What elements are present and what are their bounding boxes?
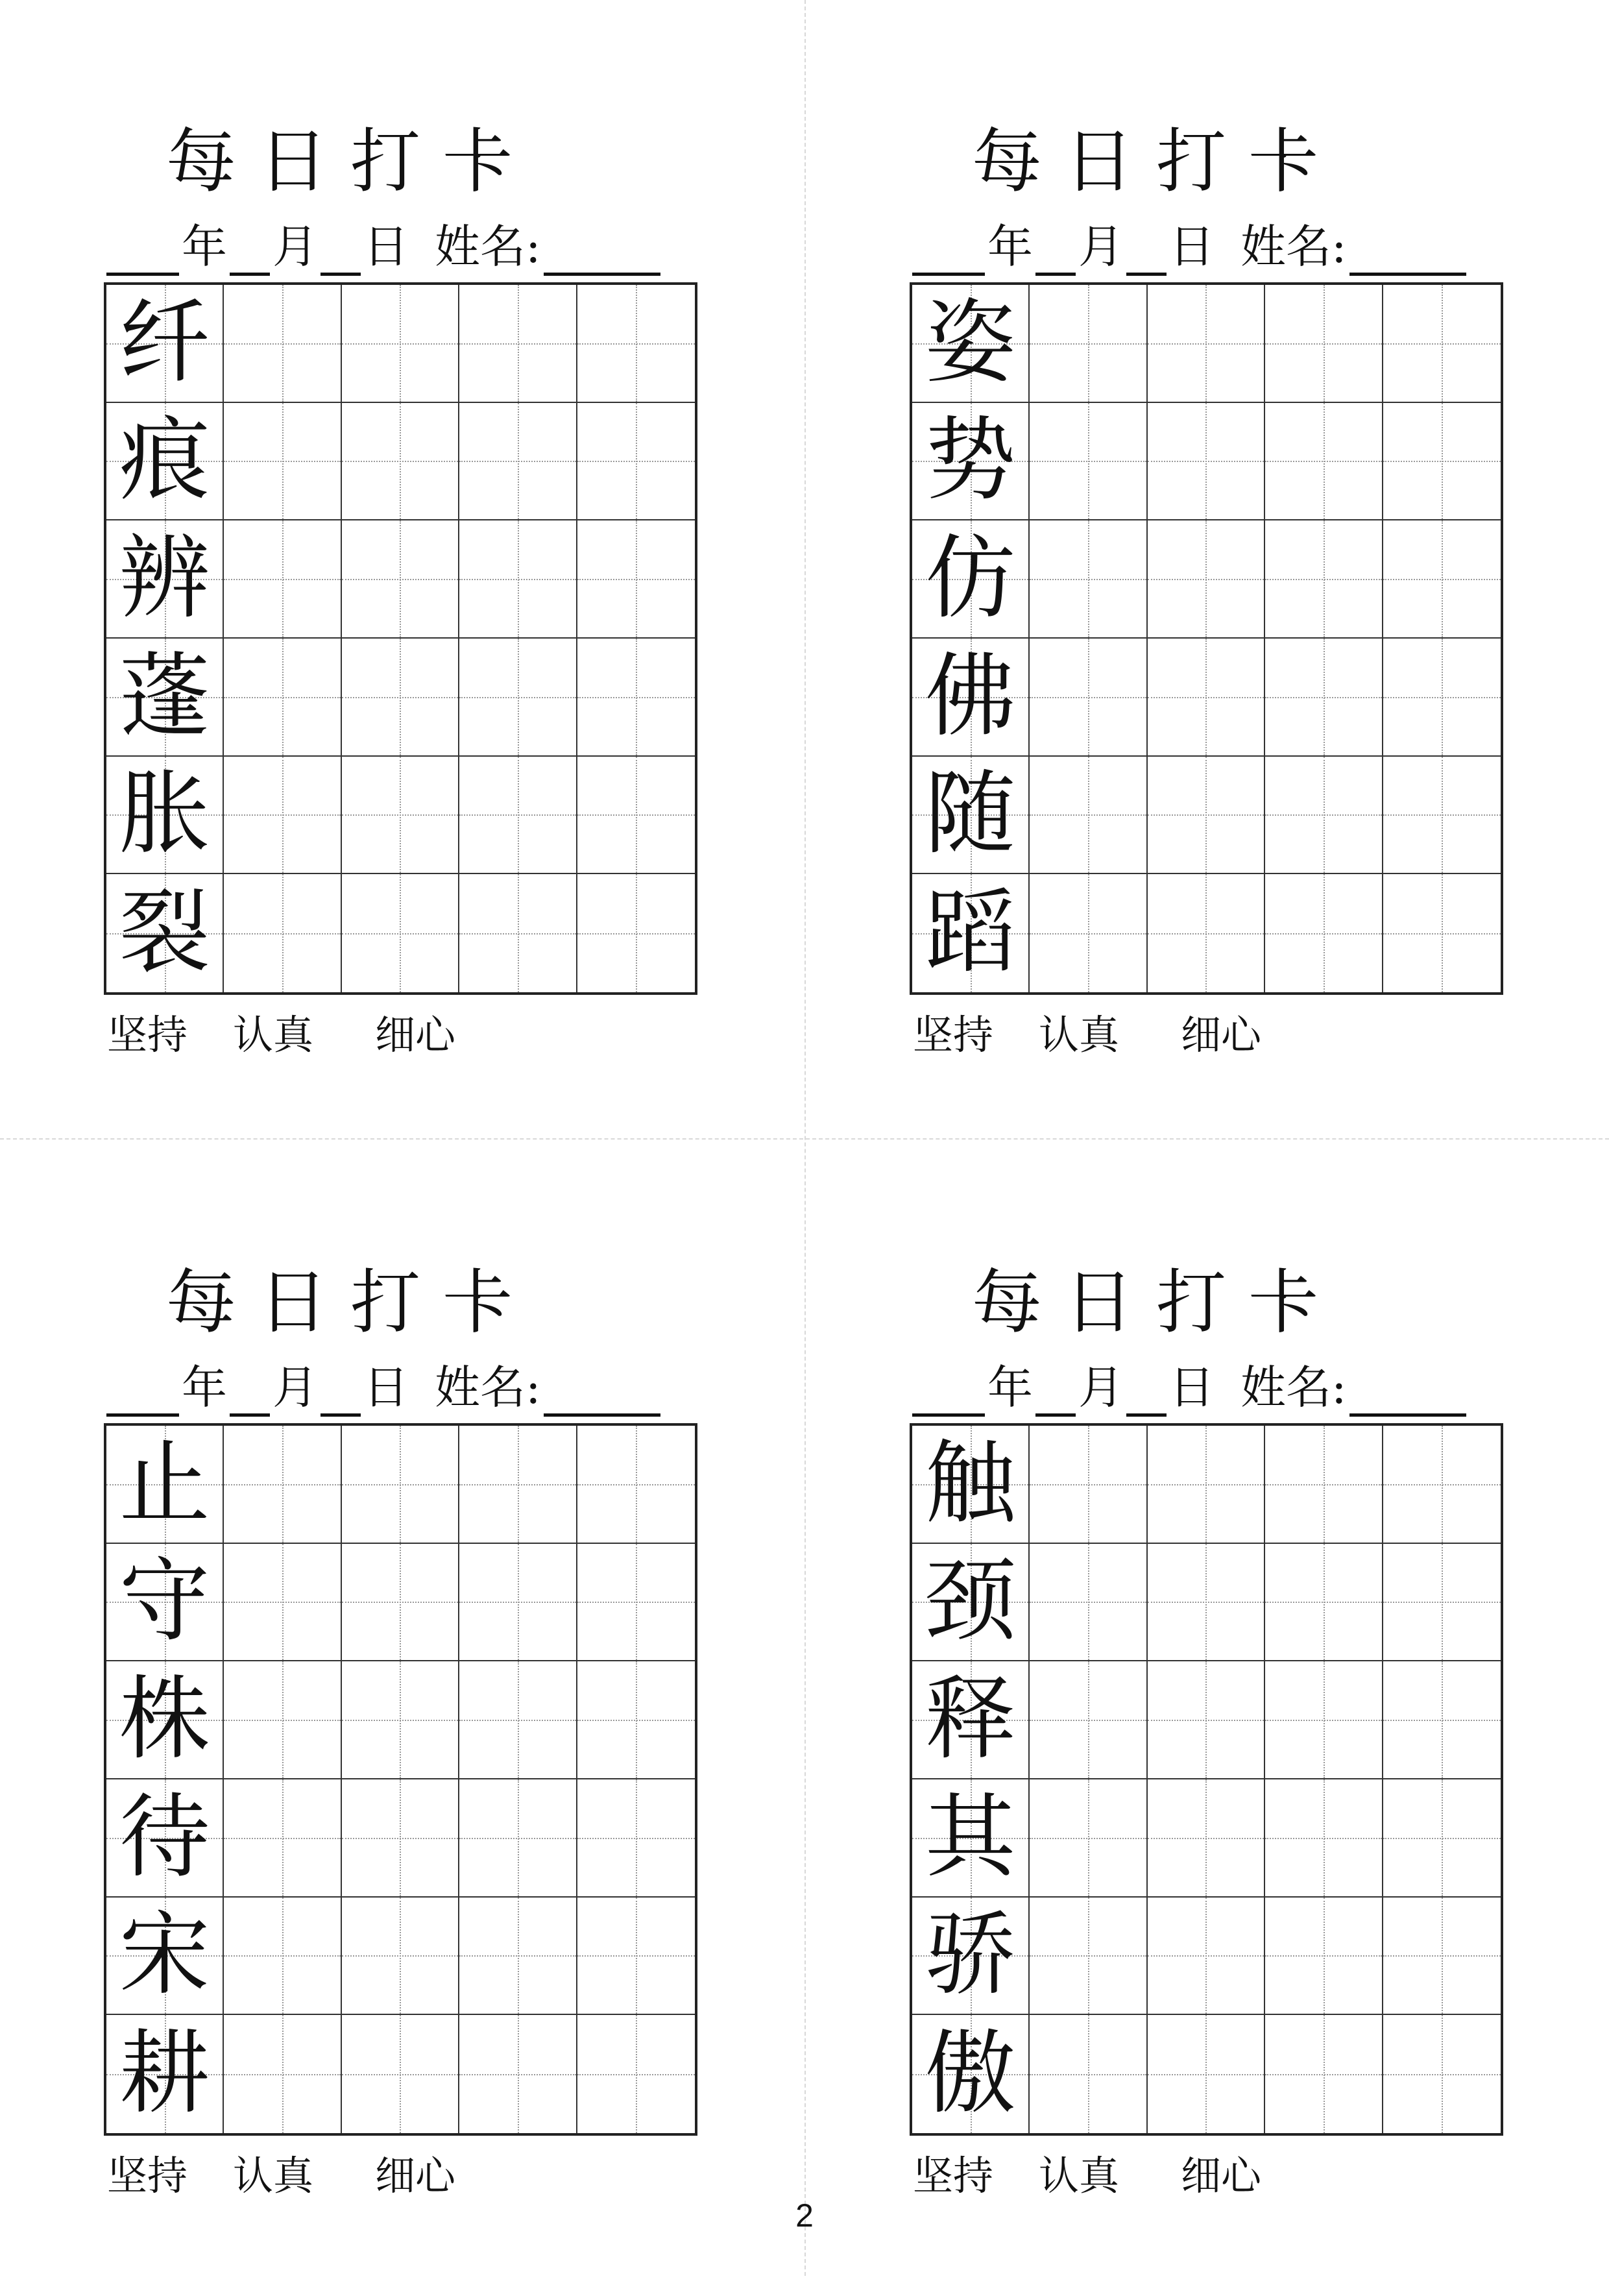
month-label: 月 [272, 220, 318, 273]
day-blank[interactable] [321, 227, 361, 276]
year-label: 年 [182, 1361, 227, 1414]
year-label: 年 [987, 220, 1033, 273]
model-char-cell [106, 2015, 224, 2133]
month-blank[interactable] [1035, 1368, 1076, 1417]
practice-cell[interactable] [1148, 520, 1265, 639]
model-char-cell [912, 520, 1030, 639]
model-char-cell [912, 1661, 1030, 1779]
practice-cell[interactable] [577, 520, 695, 639]
model-character: 宋 [119, 1902, 210, 2009]
motto-careful: 细心 [1181, 1011, 1262, 1058]
model-char-cell [106, 1898, 224, 2016]
practice-cell[interactable] [1383, 757, 1501, 875]
practice-cell[interactable] [459, 639, 577, 757]
name-blank[interactable] [1349, 227, 1466, 276]
practice-cell[interactable] [342, 757, 459, 875]
year-blank[interactable] [912, 227, 985, 276]
practice-cell[interactable] [224, 874, 341, 992]
writing-grid [910, 282, 1503, 995]
model-char-cell [106, 285, 224, 403]
practice-cell[interactable] [342, 1661, 459, 1779]
model-char-cell [106, 1661, 224, 1779]
practice-cell[interactable] [1148, 403, 1265, 521]
model-character: 仿 [925, 526, 1016, 632]
practice-cell[interactable] [1265, 1898, 1383, 2016]
practice-cell[interactable] [1383, 1544, 1501, 1662]
practice-cell[interactable] [224, 520, 341, 639]
practice-cell[interactable] [459, 1544, 577, 1662]
practice-cell[interactable] [342, 2015, 459, 2133]
model-character: 蓬 [119, 643, 210, 750]
month-blank[interactable] [1035, 227, 1076, 276]
practice-cell[interactable] [459, 1898, 577, 2016]
practice-cell[interactable] [1030, 403, 1147, 521]
practice-cell[interactable] [1030, 1544, 1147, 1662]
practice-cell[interactable] [577, 1661, 695, 1779]
practice-cell[interactable] [224, 1779, 341, 1898]
practice-cell[interactable] [459, 2015, 577, 2133]
motto-line [913, 1009, 1261, 1061]
month-blank[interactable] [230, 1368, 270, 1417]
practice-cell[interactable] [1265, 757, 1383, 875]
model-character: 骄 [925, 1902, 1016, 2009]
practice-cell[interactable] [1265, 1779, 1383, 1898]
model-character: 裂 [119, 880, 210, 986]
model-character: 触 [925, 1430, 1016, 1537]
day-label: 日 [363, 220, 409, 273]
month-blank[interactable] [230, 227, 270, 276]
motto-serious: 认真 [233, 1011, 314, 1058]
practice-cell[interactable] [1030, 1779, 1147, 1898]
model-char-cell [912, 2015, 1030, 2133]
practice-cell[interactable] [1383, 2015, 1501, 2133]
practice-cell[interactable] [224, 757, 341, 875]
model-char-cell [106, 1779, 224, 1898]
model-char-cell [912, 1898, 1030, 2016]
practice-cell[interactable] [577, 403, 695, 521]
motto-line [913, 2150, 1261, 2202]
model-char-cell [106, 1544, 224, 1662]
practice-cell[interactable] [224, 403, 341, 521]
model-char-cell [912, 639, 1030, 757]
day-blank[interactable] [1126, 227, 1167, 276]
practice-cell[interactable] [1265, 520, 1383, 639]
practice-cell[interactable] [1148, 1898, 1265, 2016]
day-blank[interactable] [1126, 1368, 1167, 1417]
practice-cell[interactable] [342, 1779, 459, 1898]
model-char-cell [106, 757, 224, 875]
page-number: 2 [795, 2197, 814, 2234]
practice-cell[interactable] [1030, 757, 1147, 875]
model-character: 纤 [119, 289, 210, 396]
practice-cell[interactable] [1030, 1661, 1147, 1779]
practice-cell[interactable] [1030, 285, 1147, 403]
model-character: 势 [925, 408, 1016, 514]
motto-line [107, 1009, 455, 1061]
practice-cell[interactable] [1383, 403, 1501, 521]
practice-cell[interactable] [1148, 639, 1265, 757]
practice-card [104, 117, 804, 1155]
model-char-cell [912, 757, 1030, 875]
model-char-cell [106, 639, 224, 757]
practice-cell[interactable] [224, 639, 341, 757]
model-character: 辨 [119, 526, 210, 632]
day-label: 日 [363, 1361, 409, 1414]
card-title: 每日打卡 [165, 1262, 535, 1343]
motto-serious: 认真 [233, 2152, 314, 2199]
card-title: 每日打卡 [165, 121, 535, 202]
practice-cell[interactable] [459, 874, 577, 992]
practice-cell[interactable] [224, 1544, 341, 1662]
year-label: 年 [182, 220, 227, 273]
model-character: 颈 [925, 1548, 1016, 1655]
writing-grid [104, 282, 697, 995]
model-character: 胀 [119, 761, 210, 868]
model-character: 其 [925, 1784, 1016, 1890]
practice-cell[interactable] [1030, 520, 1147, 639]
month-label: 月 [1078, 1361, 1124, 1414]
practice-cell[interactable] [1383, 1426, 1501, 1544]
model-character: 守 [119, 1548, 210, 1655]
practice-cell[interactable] [577, 285, 695, 403]
date-name-line [104, 217, 714, 282]
practice-cell[interactable] [1030, 1898, 1147, 2016]
practice-cell[interactable] [459, 1779, 577, 1898]
practice-cell[interactable] [1383, 1779, 1501, 1898]
month-label: 月 [1078, 220, 1124, 273]
practice-cell[interactable] [342, 639, 459, 757]
motto-persist: 坚持 [913, 1011, 994, 1058]
model-character: 傲 [925, 2021, 1016, 2127]
practice-cell[interactable] [1148, 1661, 1265, 1779]
practice-cell[interactable] [459, 1426, 577, 1544]
day-label: 日 [1169, 1361, 1215, 1414]
practice-cell[interactable] [342, 1898, 459, 2016]
practice-cell[interactable] [1030, 639, 1147, 757]
practice-cell[interactable] [1265, 639, 1383, 757]
practice-cell[interactable] [1265, 285, 1383, 403]
writing-grid [910, 1423, 1503, 2136]
practice-cell[interactable] [577, 1779, 695, 1898]
practice-cell[interactable] [1383, 1898, 1501, 2016]
model-char-cell [912, 1779, 1030, 1898]
model-char-cell [106, 1426, 224, 1544]
model-character: 待 [119, 1784, 210, 1890]
practice-cell[interactable] [577, 874, 695, 992]
vertical-cut-line [804, 0, 806, 2276]
practice-cell[interactable] [1265, 1544, 1383, 1662]
model-character: 耕 [119, 2021, 210, 2127]
day-blank[interactable] [321, 1368, 361, 1417]
model-char-cell [106, 874, 224, 992]
motto-serious: 认真 [1039, 2152, 1120, 2199]
card-title: 每日打卡 [971, 1262, 1340, 1343]
name-label: 姓名: [1240, 1361, 1347, 1414]
name-blank[interactable] [544, 1368, 660, 1417]
date-name-line [910, 1358, 1519, 1423]
name-label: 姓名: [435, 220, 541, 273]
practice-cell[interactable] [342, 285, 459, 403]
practice-cell[interactable] [1148, 285, 1265, 403]
name-blank[interactable] [1349, 1368, 1466, 1417]
year-label: 年 [987, 1361, 1033, 1414]
practice-cell[interactable] [1383, 639, 1501, 757]
practice-cell[interactable] [224, 1426, 341, 1544]
practice-cell[interactable] [577, 1898, 695, 2016]
motto-persist: 坚持 [913, 2152, 994, 2199]
practice-cell[interactable] [459, 520, 577, 639]
practice-cell[interactable] [1148, 2015, 1265, 2133]
motto-careful: 细心 [375, 1011, 456, 1058]
model-character: 释 [925, 1667, 1016, 1773]
practice-cell[interactable] [1383, 1661, 1501, 1779]
name-blank[interactable] [544, 227, 660, 276]
practice-cell[interactable] [342, 874, 459, 992]
practice-cell[interactable] [1148, 874, 1265, 992]
practice-cell[interactable] [224, 285, 341, 403]
practice-cell[interactable] [1148, 1426, 1265, 1544]
practice-card [910, 117, 1609, 1155]
practice-cell[interactable] [1383, 874, 1501, 992]
model-char-cell [912, 285, 1030, 403]
model-character: 痕 [119, 408, 210, 514]
year-blank[interactable] [912, 1368, 985, 1417]
name-label: 姓名: [435, 1361, 541, 1414]
practice-cell[interactable] [1265, 1661, 1383, 1779]
name-label: 姓名: [1240, 220, 1347, 273]
practice-cell[interactable] [342, 403, 459, 521]
model-character: 株 [119, 1667, 210, 1773]
practice-cell[interactable] [1383, 285, 1501, 403]
practice-cell[interactable] [1265, 403, 1383, 521]
practice-cell[interactable] [459, 403, 577, 521]
practice-cell[interactable] [1148, 757, 1265, 875]
practice-cell[interactable] [224, 1898, 341, 2016]
month-label: 月 [272, 1361, 318, 1414]
date-name-line [910, 217, 1519, 282]
practice-card [104, 1258, 804, 2296]
card-title: 每日打卡 [971, 121, 1340, 202]
practice-cell[interactable] [342, 1426, 459, 1544]
practice-cell[interactable] [577, 639, 695, 757]
motto-serious: 认真 [1039, 1011, 1120, 1058]
writing-grid [104, 1423, 697, 2136]
day-label: 日 [1169, 220, 1215, 273]
practice-cell[interactable] [459, 1661, 577, 1779]
model-character: 姿 [925, 289, 1016, 396]
model-char-cell [912, 874, 1030, 992]
practice-cell[interactable] [577, 2015, 695, 2133]
practice-cell[interactable] [1030, 1426, 1147, 1544]
practice-cell[interactable] [459, 285, 577, 403]
year-blank[interactable] [106, 1368, 179, 1417]
model-character: 随 [925, 761, 1016, 868]
motto-careful: 细心 [1181, 2152, 1262, 2199]
practice-cell[interactable] [224, 1661, 341, 1779]
motto-persist: 坚持 [107, 1011, 188, 1058]
practice-cell[interactable] [577, 1544, 695, 1662]
model-character: 止 [119, 1430, 210, 1537]
practice-cell[interactable] [1148, 1779, 1265, 1898]
practice-cell[interactable] [577, 1426, 695, 1544]
model-character: 蹈 [925, 880, 1016, 986]
practice-cell[interactable] [1148, 1544, 1265, 1662]
practice-cell[interactable] [459, 757, 577, 875]
motto-line [107, 2150, 455, 2202]
practice-cell[interactable] [342, 520, 459, 639]
practice-cell[interactable] [1265, 1426, 1383, 1544]
practice-cell[interactable] [577, 757, 695, 875]
model-char-cell [912, 1426, 1030, 1544]
practice-cell[interactable] [1030, 2015, 1147, 2133]
model-char-cell [106, 520, 224, 639]
model-char-cell [912, 1544, 1030, 1662]
model-char-cell [106, 403, 224, 521]
date-name-line [104, 1358, 714, 1423]
year-blank[interactable] [106, 227, 179, 276]
practice-cell[interactable] [1383, 520, 1501, 639]
practice-card [910, 1258, 1609, 2296]
practice-cell[interactable] [1265, 874, 1383, 992]
model-char-cell [912, 403, 1030, 521]
motto-persist: 坚持 [107, 2152, 188, 2199]
practice-cell[interactable] [1030, 874, 1147, 992]
practice-cell[interactable] [342, 1544, 459, 1662]
practice-cell[interactable] [224, 2015, 341, 2133]
practice-cell[interactable] [1265, 2015, 1383, 2133]
motto-careful: 细心 [375, 2152, 456, 2199]
model-character: 佛 [925, 643, 1016, 750]
